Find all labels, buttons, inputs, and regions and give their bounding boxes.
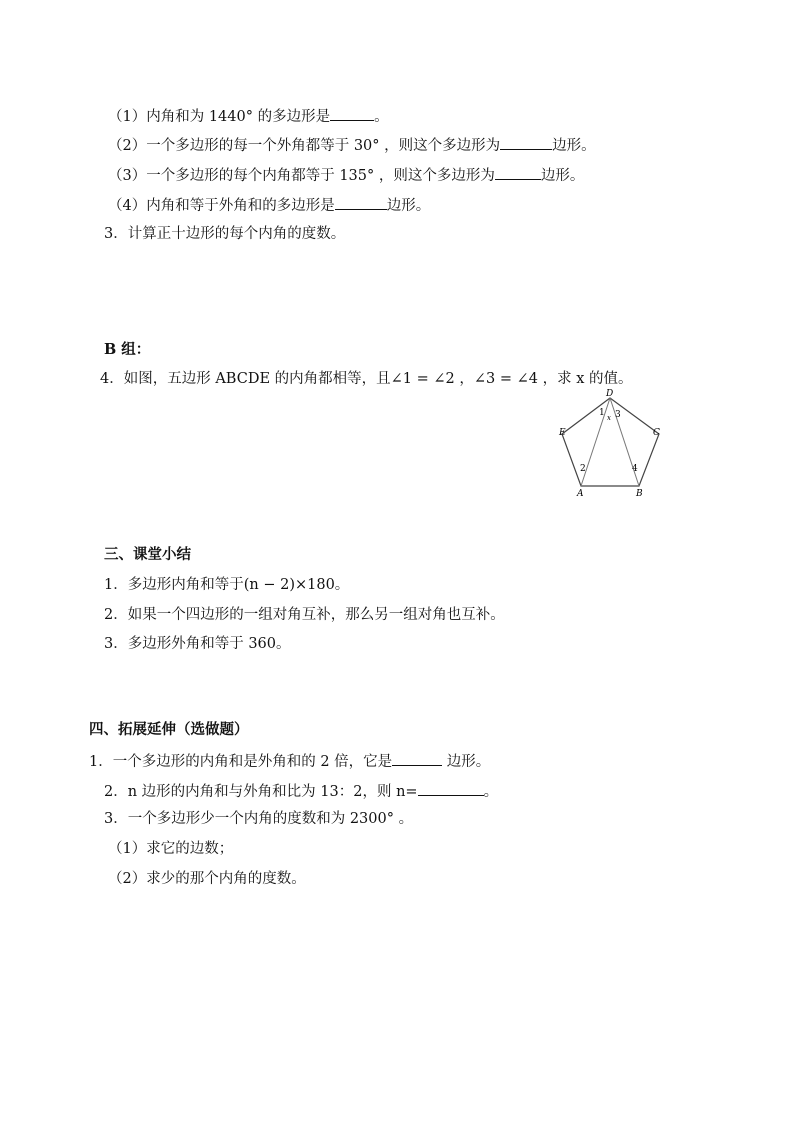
vertex-b-label: B: [636, 489, 643, 499]
question-4-suffix: 边形。: [386, 198, 431, 214]
angle-3-label: 3: [615, 410, 621, 420]
answer-blank-ext-2[interactable]: [418, 780, 484, 796]
pentagon-figure: [552, 389, 668, 499]
angle-4-label: 4: [632, 464, 638, 474]
angle-2-label: 2: [580, 464, 586, 474]
extension-item-1: [89, 750, 490, 772]
extension-item-3: 3．一个多边形少一个内角的度数和为 2300° 。: [104, 811, 414, 827]
question-2: [108, 134, 596, 156]
question-2-suffix: 边形。: [552, 138, 596, 154]
extension-sub-2: （2）求少的那个内角的度数。: [108, 871, 306, 887]
answer-blank-1[interactable]: [330, 105, 374, 121]
question-3: [108, 164, 584, 186]
question-1-text: （1）内角和为 1440° 的多边形是: [108, 109, 331, 125]
extension-sub-1: （1）求它的边数；: [108, 841, 234, 857]
item-3-decagon: 3．计算正十边形的每个内角的度数。: [104, 226, 346, 242]
question-3-suffix: 边形。: [540, 168, 585, 184]
summary-item-2: 2．如果一个四边形的一组对角互补，那么另一组对角也互补。: [104, 607, 505, 623]
angle-1-label: 1: [599, 408, 605, 418]
extension-item-1-text: 1．一个多边形的内角和是外角和的 2 倍，它是: [89, 754, 393, 770]
answer-blank-ext-1[interactable]: [392, 750, 442, 766]
extension-item-2-text: 2．n 边形的内角和与外角和比为 13：2，则 n=: [104, 784, 418, 800]
summary-heading: 三、课堂小结: [104, 546, 191, 563]
vertex-a-label: A: [577, 489, 584, 499]
question-3-text: （3）一个多边形的每个内角都等于 135° ，则这个多边形为: [108, 168, 495, 184]
question-1: [108, 105, 389, 127]
extension-item-2: [104, 780, 498, 802]
summary-item-3: 3．多边形外角和等于 360。: [104, 636, 291, 652]
summary-item-1: 1．多边形内角和等于(n − 2)×180。: [104, 577, 350, 593]
vertex-c-label: C: [653, 428, 660, 438]
item-4-pentagon: 4．如图，五边形 ABCDE 的内角都相等，且∠1 = ∠2 ，∠3 = ∠4 ，求 x 的值。: [100, 371, 633, 387]
extension-item-1-suffix: 边形。: [442, 754, 491, 770]
answer-blank-4[interactable]: [335, 194, 387, 210]
question-4: [108, 194, 430, 216]
answer-blank-3[interactable]: [495, 164, 541, 180]
extension-item-2-suffix: 。: [483, 784, 499, 800]
question-4-text: （4）内角和等于外角和的多边形是: [108, 198, 335, 214]
angle-x-label: x: [607, 414, 611, 422]
pentagon-outline: [562, 398, 659, 486]
vertex-d-label: D: [606, 389, 614, 399]
pentagon-diagram: [552, 389, 668, 499]
vertex-e-label: E: [559, 428, 566, 438]
question-2-text: （2）一个多边形的每一个外角都等于 30° ，则这个多边形为: [108, 138, 501, 154]
answer-blank-2[interactable]: [500, 134, 552, 150]
group-b-heading: B 组：: [104, 341, 151, 358]
question-1-suffix: 。: [374, 109, 389, 125]
extension-heading: 四、拓展延伸（选做题）: [89, 721, 249, 738]
